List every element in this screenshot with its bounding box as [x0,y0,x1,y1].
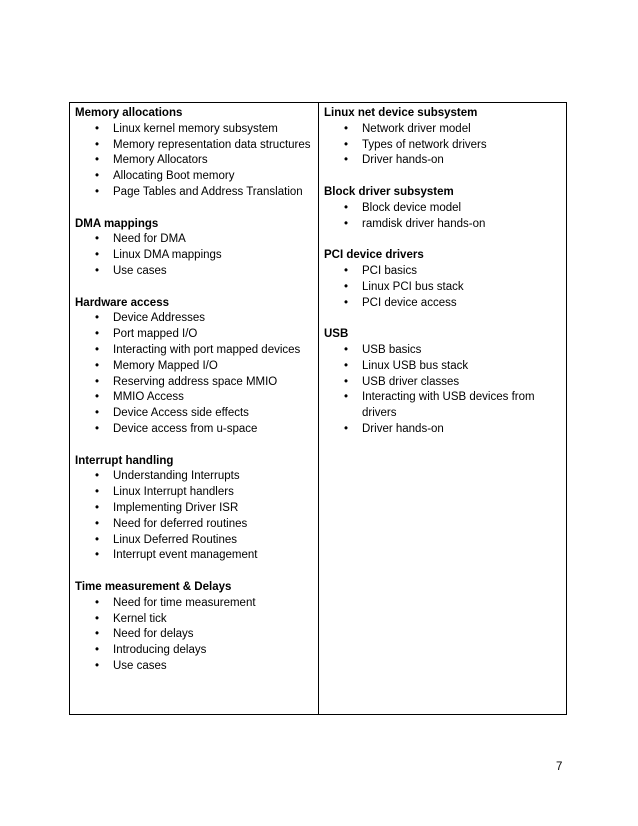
list-item [75,264,314,280]
list-item [324,122,562,138]
bullet-list [75,469,314,564]
list-item [75,169,314,185]
list-item [75,533,314,549]
list-item-text: Page Tables and Address Translation [113,185,303,198]
list-item-text: Use cases [113,264,167,277]
list-item [75,390,314,406]
list-item-text: Block device model [362,201,462,214]
list-item [75,501,314,517]
section-title: Time measurement & Delays [75,580,232,593]
bullet-icon: • [94,328,100,341]
list-item-text: Reserving address space MMIO [113,375,278,388]
bullet-icon: • [94,422,100,435]
list-item-text: Linux Deferred Routines [113,533,238,546]
bullet-icon: • [94,533,100,546]
list-item-text: Implementing Driver ISR [113,501,239,514]
list-item-text: Memory Allocators [113,154,208,167]
bullet-icon: • [94,391,100,404]
list-item [75,422,314,438]
bullet-icon: • [343,217,349,230]
bullet-list [324,264,562,311]
section-title: PCI device drivers [324,249,424,262]
list-item [75,659,314,675]
bullet-icon: • [94,612,100,625]
list-item [75,138,314,154]
bullet-icon: • [343,122,349,135]
bullet-icon: • [343,343,349,356]
list-item [324,280,562,296]
bullet-icon: • [343,359,349,372]
bullet-icon: • [94,138,100,151]
bullet-icon: • [94,407,100,420]
left-column [70,103,319,714]
bullet-icon: • [94,517,100,530]
list-item-text: Linux PCI bus stack [362,280,464,293]
section-hardware-access [75,296,314,438]
list-item [75,327,314,343]
list-item [324,217,562,233]
list-item [75,122,314,138]
section-title: Hardware access [75,296,169,309]
bullet-icon: • [343,138,349,151]
list-item-text: Interrupt event management [113,549,258,562]
bullet-icon: • [343,280,349,293]
bullet-list [75,232,314,279]
list-item-text: Memory Mapped I/O [113,359,218,372]
section-block-driver-subsystem [324,185,562,232]
list-item-text: Need for DMA [113,233,186,246]
list-item [324,264,562,280]
list-item [75,232,314,248]
list-item-text: Driver hands-on [362,422,444,435]
list-item-text: MMIO Access [113,391,184,404]
list-item-text: Understanding Interrupts [113,470,240,483]
list-item-text: Use cases [113,659,167,672]
bullet-icon: • [94,249,100,262]
section-title: USB [324,328,349,341]
list-item-text: Introducing delays [113,644,207,657]
list-item [324,138,562,154]
list-item [324,201,562,217]
section-title: Block driver subsystem [324,185,454,198]
bullet-icon: • [343,422,349,435]
bullet-icon: • [94,644,100,657]
bullet-icon: • [343,264,349,277]
list-item-text: Need for deferred routines [113,517,248,530]
list-item [324,422,562,438]
section-pci-device-drivers [324,248,562,311]
bullet-icon: • [94,628,100,641]
list-item-text: Network driver model [362,122,471,135]
bullet-icon: • [94,312,100,325]
section-memory-allocations [75,106,314,201]
bullet-icon: • [94,170,100,183]
list-item-text: Driver hands-on [362,154,444,167]
list-item-text: Types of network drivers [362,138,487,151]
list-item-text: Linux Interrupt handlers [113,486,234,499]
bullet-icon: • [94,549,100,562]
list-item-text: USB driver classes [362,375,460,388]
bullet-icon: • [343,375,349,388]
list-item [75,343,314,359]
list-item [75,311,314,327]
list-item [75,153,314,169]
bullet-icon: • [94,375,100,388]
bullet-list [75,122,314,201]
list-item-text: Linux kernel memory subsystem [113,122,278,135]
list-item [75,375,314,391]
bullet-icon: • [94,359,100,372]
bullet-icon: • [94,185,100,198]
bullet-list [324,201,562,233]
list-item-text: ramdisk driver hands-on [362,217,486,230]
section-interrupt-handling [75,454,314,565]
list-item-text: Interacting with USB devices from drivers [362,391,535,420]
section-dma-mappings [75,217,314,280]
list-item-text: Allocating Boot memory [113,170,235,183]
list-item-text: Linux DMA mappings [113,249,222,262]
section-title: Memory allocations [75,107,183,119]
bullet-icon: • [94,122,100,135]
list-item [75,548,314,564]
list-item-text: Kernel tick [113,612,167,625]
list-item-text: Device Access side effects [113,407,249,420]
bullet-icon: • [94,659,100,672]
list-item [75,627,314,643]
bullet-icon: • [94,154,100,167]
list-item-text: Need for time measurement [113,596,256,609]
section-usb [324,327,562,438]
list-item [75,485,314,501]
list-item [324,390,562,422]
list-item [324,359,562,375]
right-column [319,103,566,714]
list-item [324,375,562,391]
bullet-icon: • [94,486,100,499]
list-item [324,343,562,359]
list-item [75,643,314,659]
bullet-icon: • [94,470,100,483]
list-item-text: Memory representation data structures [113,138,311,151]
bullet-icon: • [343,201,349,214]
list-item-text: PCI device access [362,296,457,309]
bullet-list [324,343,562,438]
bullet-icon: • [343,391,349,404]
bullet-icon: • [94,501,100,514]
bullet-icon: • [343,296,349,309]
bullet-icon: • [94,343,100,356]
list-item-text: Need for delays [113,628,194,641]
list-item-text: Port mapped I/O [113,328,198,341]
bullet-icon: • [94,233,100,246]
list-item [75,248,314,264]
list-item [75,185,314,201]
bullet-list [75,596,314,675]
list-item-text: Linux USB bus stack [362,359,469,372]
section-title: DMA mappings [75,217,159,230]
bullet-list [324,122,562,169]
section-linux-net-device-subsystem [324,106,562,169]
list-item-text: Device access from u-space [113,422,258,435]
bullet-icon: • [343,154,349,167]
list-item [75,612,314,628]
section-time-measurement-delays [75,580,314,675]
list-item [324,153,562,169]
list-item [75,406,314,422]
list-item-text: Device Addresses [113,312,206,325]
list-item [75,469,314,485]
syllabus-table [69,102,567,715]
list-item-text: USB basics [362,343,422,356]
list-item [324,296,562,312]
bullet-icon: • [94,264,100,277]
list-item-text: Interacting with port mapped devices [113,343,301,356]
page-number: 7 [556,761,563,773]
bullet-icon: • [94,596,100,609]
list-item [75,359,314,375]
bullet-list [75,311,314,437]
section-title: Linux net device subsystem [324,107,478,119]
list-item-text: PCI basics [362,264,417,277]
list-item [75,517,314,533]
section-title: Interrupt handling [75,454,174,467]
list-item [75,596,314,612]
